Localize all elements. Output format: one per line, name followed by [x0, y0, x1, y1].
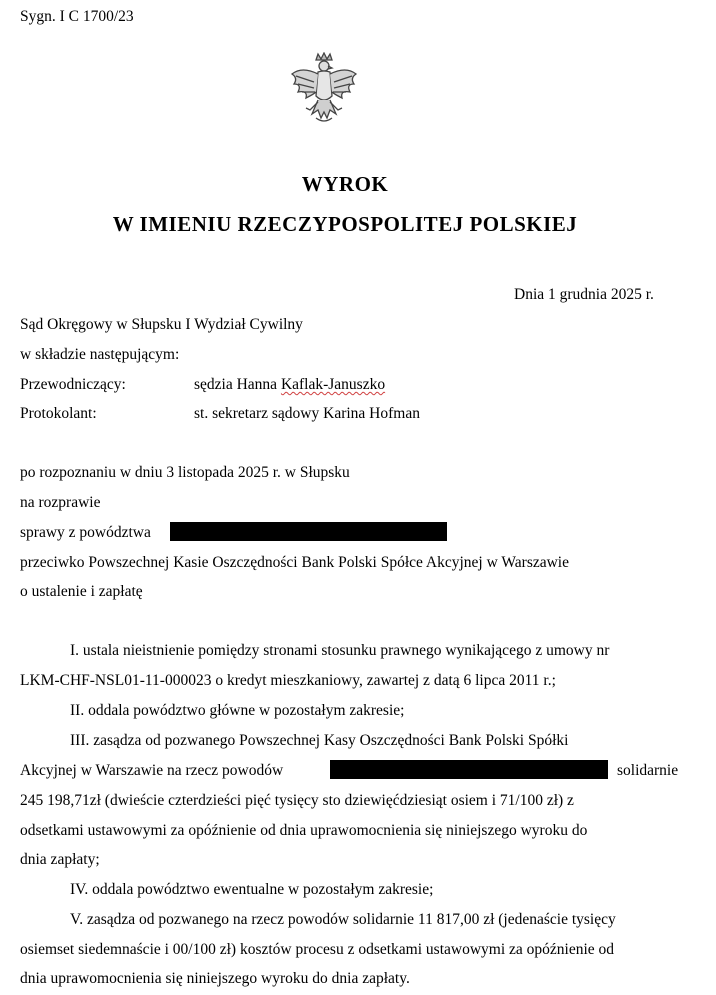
verdict-point-3: III. zasądza od pozwanego Powszechnej Kasy Oszczędności Bank Polski Spółki — [70, 732, 569, 749]
verdict-point-5-costs: osiemset siedemnaście i 00/100 zł) kosztów procesu z odsetkami ustawowymi za opóźnienie od — [20, 941, 615, 958]
verdict-point-3-solidarnie: solidarnie — [617, 762, 679, 779]
verdict-point-3-amount: 245 198,71zł (dwieście czterdzieści pięć tysięcy sto dziewięćdziesiąt osiem i 71/100 zł) z — [20, 792, 574, 809]
verdict-point-4: IV. oddala powództwo ewentualne w pozostałym zakresie; — [70, 881, 434, 898]
verdict-point-2: II. oddala powództwo główne w pozostałym zakresie; — [70, 702, 405, 719]
chair-name-prefix: sędzia Hanna — [194, 376, 281, 393]
redacted-plaintiff-names — [170, 522, 447, 541]
plaintiff-line: sprawy z powództwa — [20, 524, 151, 541]
verdict-point-3-end: dnia zapłaty; — [20, 851, 100, 868]
chair-surname: Kaflak-Januszko — [280, 376, 386, 393]
redacted-plaintiff-names-2 — [330, 760, 608, 779]
clerk-row — [20, 405, 700, 423]
chair-label: Przewodniczący: — [20, 376, 126, 393]
subject-line: o ustalenie i zapłatę — [20, 583, 143, 600]
verdict-subtitle: W IMIENIU RZECZYPOSPOLITEJ POLSKIEJ — [112, 212, 578, 236]
verdict-point-1-cont: LKM-CHF-NSL01-11-000023 o kredyt mieszkaniowy, zawartej z datą 6 lipca 2011 r.; — [20, 672, 556, 689]
verdict-title: WYROK — [301, 172, 389, 196]
court-name: Sąd Okręgowy w Słupsku I Wydział Cywilny — [20, 316, 303, 333]
verdict-point-3-interest: odsetkami ustawowymi za opóźnienie od dnia uprawomocnienia się niniejszego wyroku do — [20, 822, 588, 839]
verdict-point-3-recipients: Akcyjnej w Warszawie na rzecz powodów — [20, 762, 284, 779]
defendant-line: przeciwko Powszechnej Kasie Oszczędności Bank Polski Spółce Akcyjnej w Warszawie — [20, 554, 569, 571]
chair-row — [20, 376, 700, 394]
verdict-point-5: V. zasądza od pozwanego na rzecz powodów solidarnie 11 817,00 zł (jedenaście tysięcy — [70, 911, 616, 928]
clerk-label: Protokolant: — [20, 405, 97, 422]
case-signature: Sygn. I C 1700/23 — [20, 8, 134, 25]
composition-label: w składzie następującym: — [20, 346, 180, 363]
clerk-name: st. sekretarz sądowy Karina Hofman — [194, 405, 420, 422]
verdict-point-5-end: dnia uprawomocnienia się niniejszego wyroku do dnia zapłaty. — [20, 970, 410, 987]
polish-eagle-emblem-icon — [288, 52, 360, 136]
verdict-date: Dnia 1 grudnia 2025 r. — [514, 286, 654, 303]
hearing-line: po rozpoznaniu w dniu 3 listopada 2025 r. w Słupsku — [20, 464, 350, 481]
session-line: na rozprawie — [20, 494, 101, 511]
verdict-point-1: I. ustala nieistnienie pomiędzy stronami stosunku prawnego wynikającego z umowy nr — [70, 642, 610, 659]
chair-name — [194, 376, 385, 394]
